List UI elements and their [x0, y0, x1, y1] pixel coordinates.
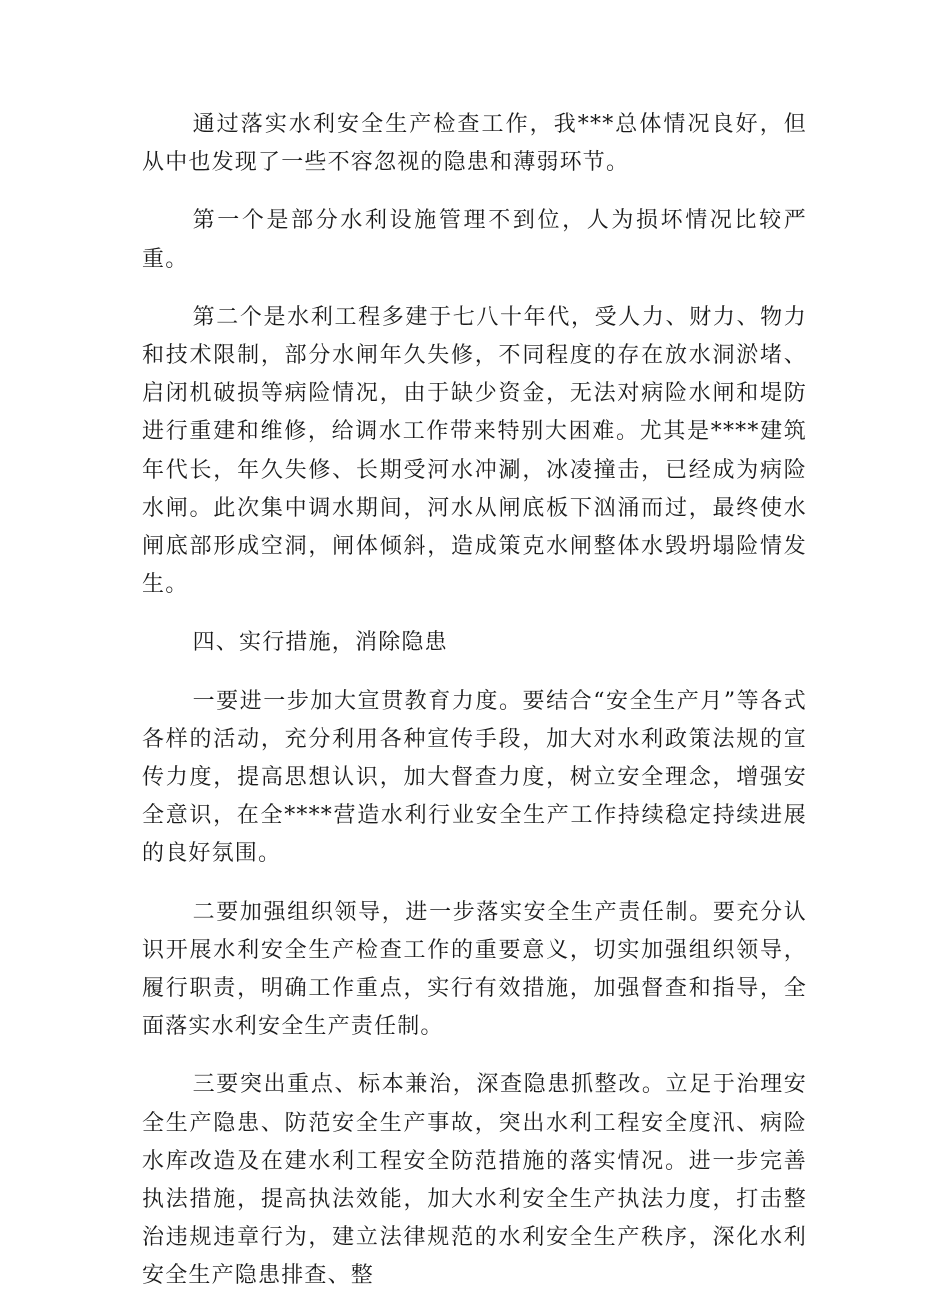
paragraph-issue-one: 第一个是部分水利设施管理不到位，人为损坏情况比较严重。 [142, 208, 807, 272]
section-heading-measures: 四、实行措施，消除隐患 [192, 630, 448, 656]
paragraph-issue-two: 第二个是水利工程多建于七八十年代，受人力、财力、物力和技术限制，部分水闸年久失修，不同程度的存在放水洞淤堵、启闭机破损等病险情况，由于缺少资金，无法对病险水闸和堤防进行重建和维修，给调水工作带来特别大困难。尤其是****建筑年代长，年久失修、长期受河水冲涮，冰凌撞击，已经成为病险水闸。此次集中调水期间，河水从闸底板下汹涌而过，最终使水闸底部形成空洞，闸体倾斜，造成策克水闸整体水毁坍塌险情发生。 [142, 304, 807, 598]
document-body [142, 106, 807, 1296]
paragraph-inspection-summary: 通过落实水利安全生产检查工作，我***总体情况良好，但从中也发现了一些不容忽视的隐患和薄弱环节。 [142, 112, 807, 176]
paragraph-measure-two: 二要加强组织领导，进一步落实安全生产责任制。要充分认识开展水利安全生产检查工作的重要意义，切实加强组织领导，履行职责，明确工作重点，实行有效措施，加强督查和指导，全面落实水利安全生产责任制。 [142, 899, 807, 1040]
paragraph-measure-one: 一要进一步加大宣贯教育力度。要结合“安全生产月”等各式各样的活动，充分利用各种宣传手段，加大对水利政策法规的宣传力度，提高思想认识，加大督查力度，树立安全理念，增强安全意识，在全****营造水利行业安全生产工作持续稳定持续进展的良好氛围。 [142, 688, 807, 867]
paragraph-measure-three: 三要突出重点、标本兼治，深查隐患抓整改。立足于治理安全生产隐患、防范安全生产事故，突出水利工程安全度汛、病险水库改造及在建水利工程安全防范措施的落实情况。进一步完善执法措施，提高执法效能，加大水利安全生产执法力度，打击整治违规违章行为，建立法律规范的水利安全生产秩序，深化水利安全生产隐患排查、整 [142, 1072, 807, 1289]
